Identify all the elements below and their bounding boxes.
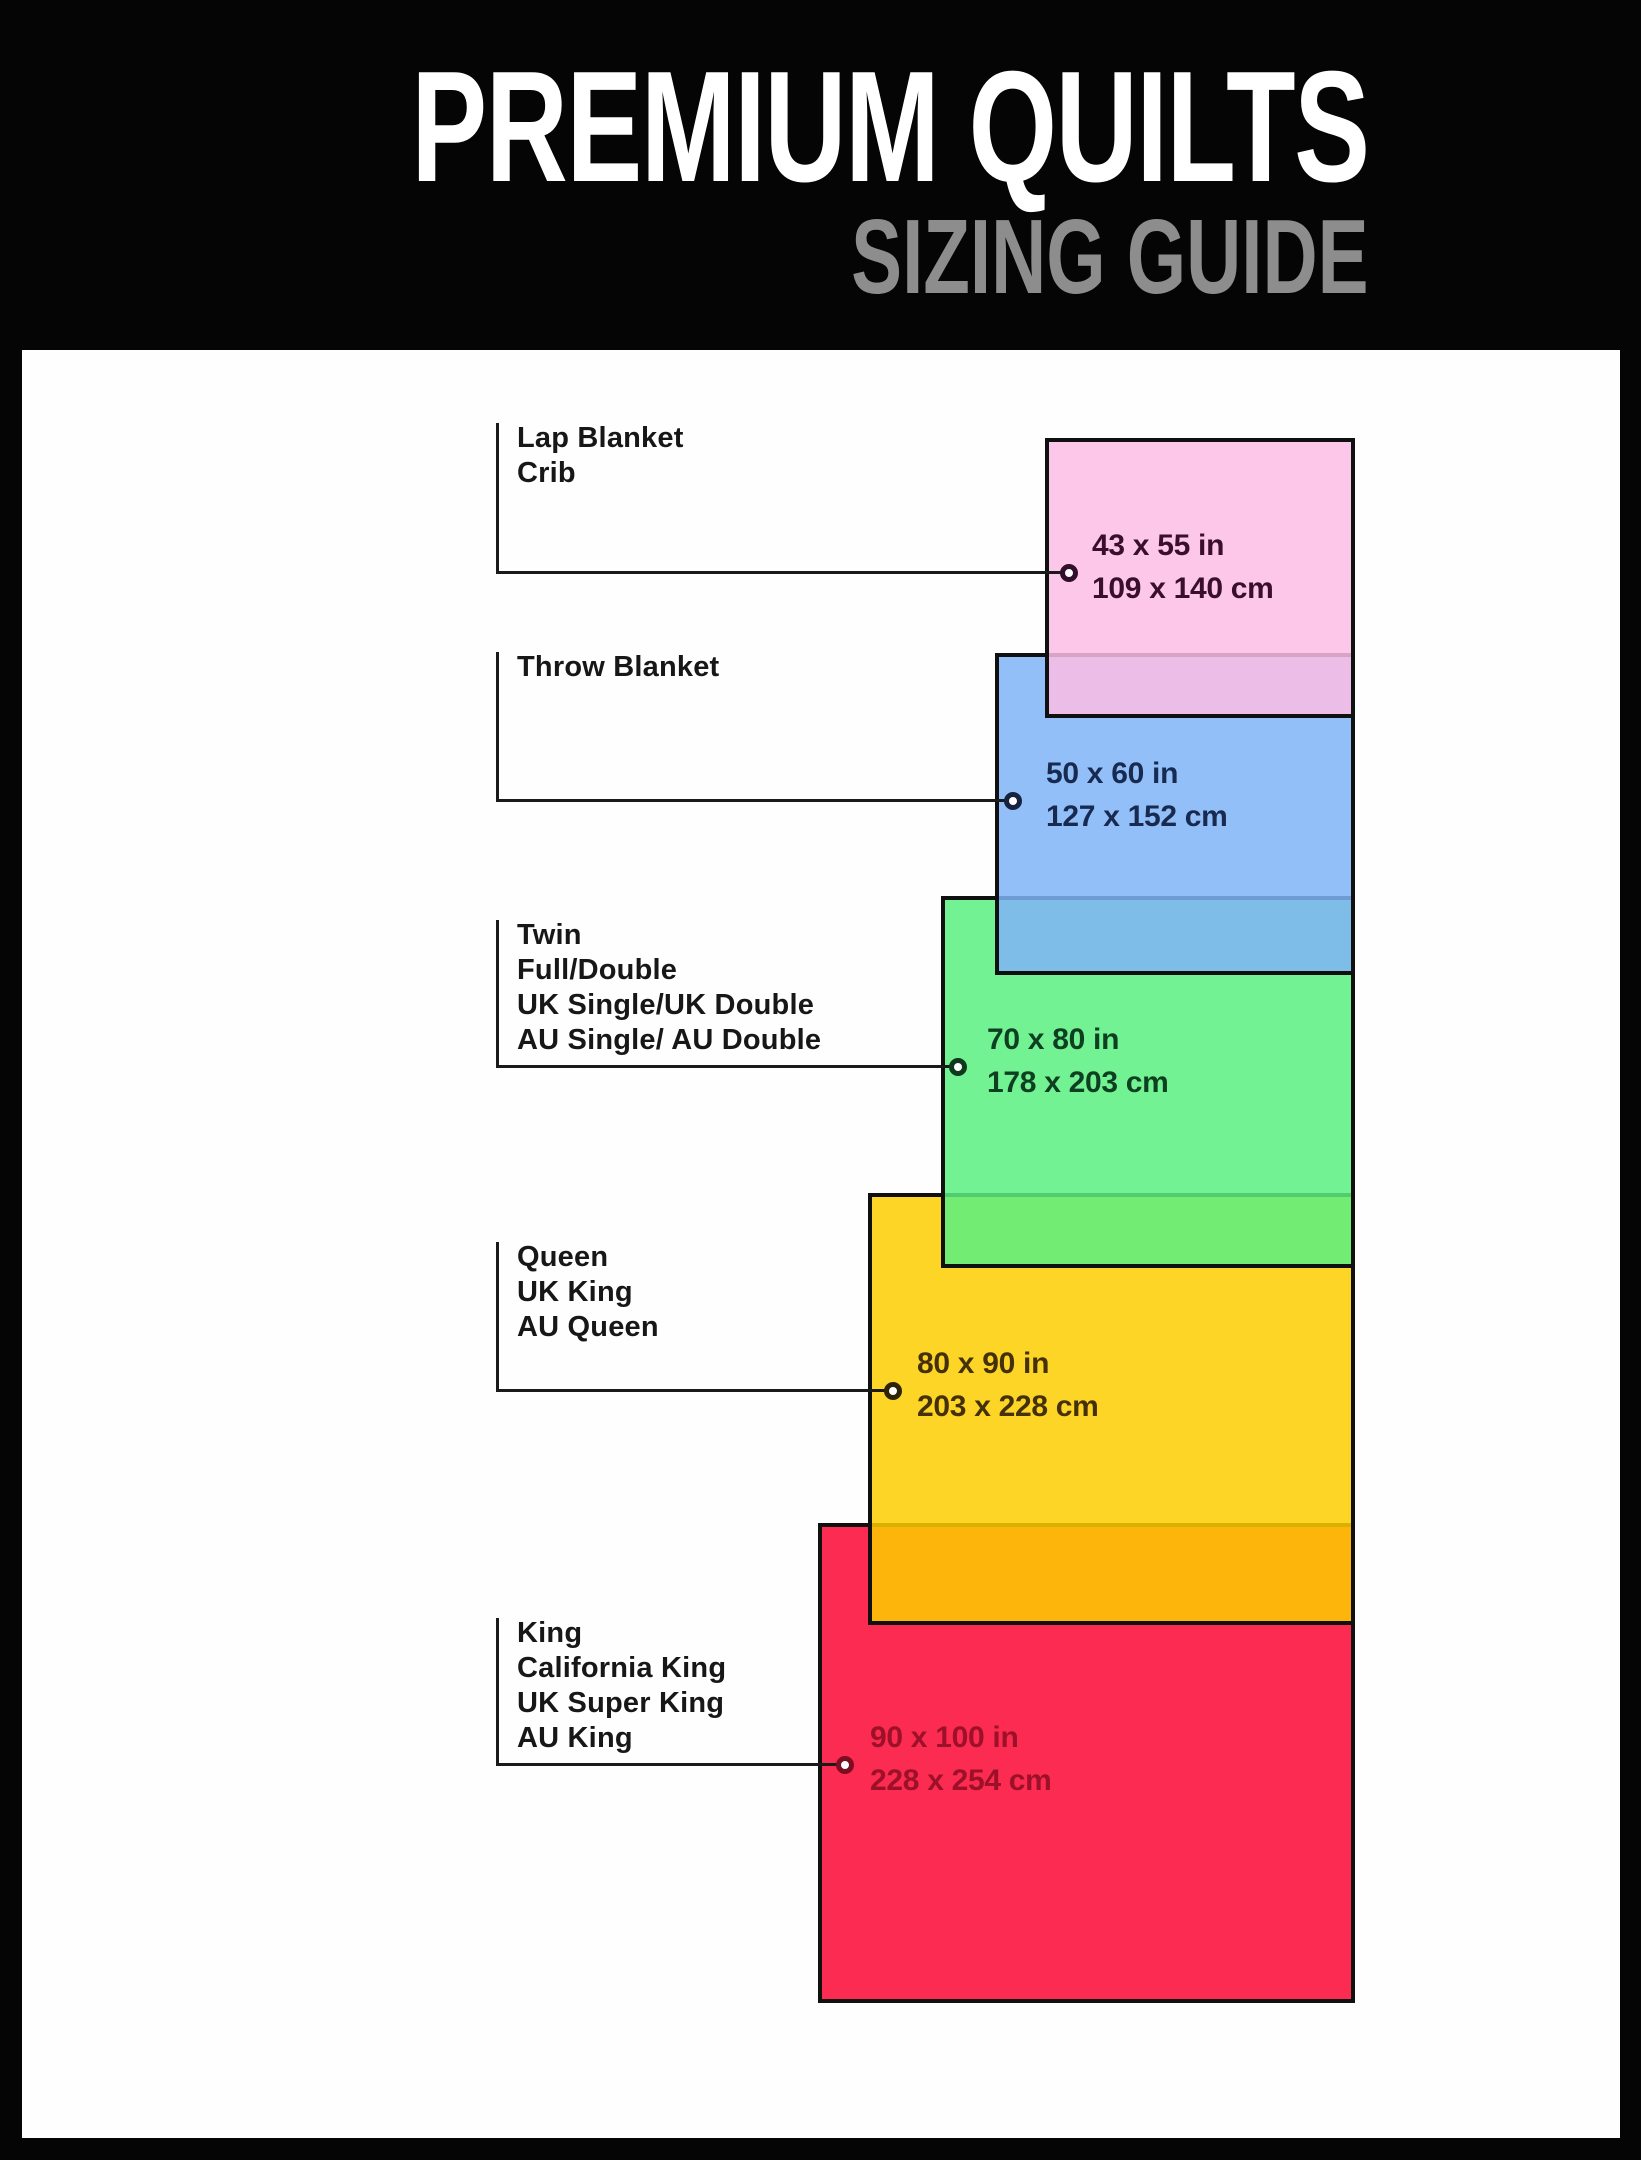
quilt-name-line: Twin [517,919,582,951]
size-inches: 80 x 90 in [917,1347,1050,1380]
connector-vertical-line [496,1242,499,1391]
size-centimeters: 228 x 254 cm [870,1764,1052,1797]
quilt-size-label [1046,752,1228,838]
quilt-name-label [517,1240,659,1345]
size-inches: 43 x 55 in [1092,529,1225,562]
quilt-name-line: UK Single/UK Double [517,989,815,1021]
connector-horizontal-line [496,1065,958,1068]
quilt-name-label [517,650,719,685]
connector-horizontal-line [496,1389,893,1392]
quilt-name-label [517,918,821,1058]
size-inches: 70 x 80 in [987,1023,1120,1056]
connector-dot [836,1756,854,1774]
connector-dot [1060,564,1078,582]
page-title: PREMIUM QUILTS [411,39,1369,215]
connector-vertical-line [496,423,499,573]
quilt-name-line: Throw Blanket [517,651,720,683]
quilt-size-label [987,1018,1169,1104]
connector-vertical-line [496,652,499,801]
quilt-name-line: Queen [517,1241,609,1273]
quilt-name-line: UK Super King [517,1687,725,1719]
quilt-name-line: AU Single/ AU Double [517,1024,822,1056]
quilt-name-label [517,1616,726,1756]
size-inches: 50 x 60 in [1046,757,1179,790]
size-centimeters: 109 x 140 cm [1092,572,1274,605]
quilt-size-label [1092,524,1274,610]
connector-horizontal-line [496,1763,845,1766]
connector-vertical-line [496,1618,499,1765]
quilt-name-label [517,421,684,491]
size-inches: 90 x 100 in [870,1721,1019,1754]
page-subtitle: SIZING GUIDE [851,198,1369,316]
quilt-name-line: UK King [517,1276,633,1308]
size-centimeters: 127 x 152 cm [1046,800,1228,833]
quilt-name-line: Lap Blanket [517,422,684,454]
size-centimeters: 178 x 203 cm [987,1066,1169,1099]
connector-dot [949,1058,967,1076]
quilt-name-line: AU King [517,1722,633,1754]
quilt-name-line: AU Queen [517,1311,659,1343]
quilt-name-line: Full/Double [517,954,678,986]
connector-horizontal-line [496,571,1069,574]
connector-dot [884,1382,902,1400]
connector-dot [1004,792,1022,810]
connector-horizontal-line [496,799,1013,802]
size-centimeters: 203 x 228 cm [917,1390,1099,1423]
quilt-name-line: California King [517,1652,727,1684]
quilt-size-label [917,1342,1099,1428]
quilt-name-line: King [517,1617,583,1649]
quilt-size-label [870,1716,1052,1802]
quilt-name-line: Crib [517,457,576,489]
connector-vertical-line [496,920,499,1067]
